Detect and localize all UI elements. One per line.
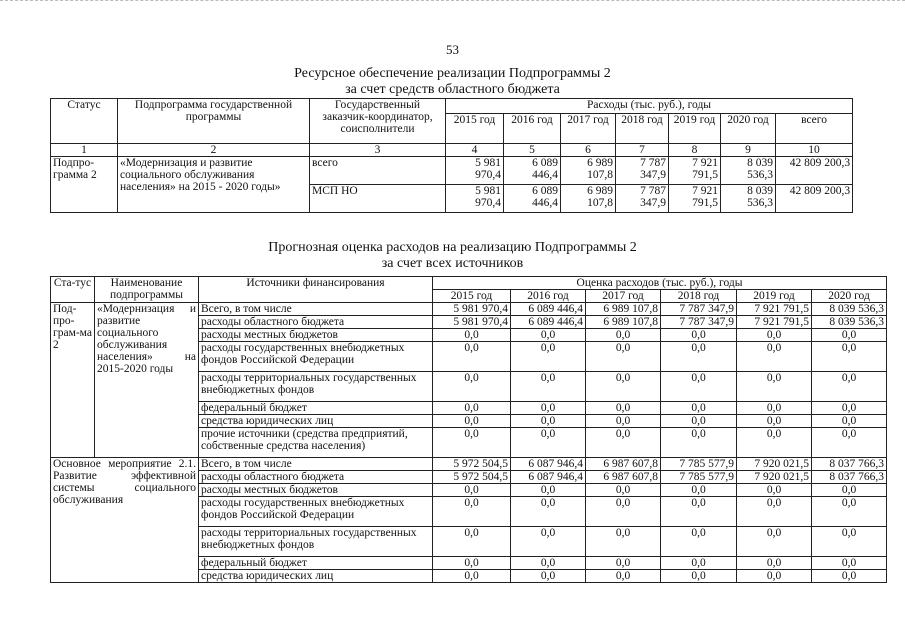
header-year: 2017 год bbox=[586, 290, 661, 303]
value-cell: 0,0 bbox=[511, 497, 586, 527]
header-year: 2020 год bbox=[721, 114, 776, 144]
group1-status: Под-про-грам-ма 2 bbox=[51, 303, 95, 458]
value-cell: 0,0 bbox=[661, 527, 737, 557]
column-number: 6 bbox=[561, 144, 616, 157]
value-cell: 7 921 791,5 bbox=[737, 316, 812, 329]
value-cell: 0,0 bbox=[737, 402, 812, 415]
value-cell: 8 039 536,3 bbox=[812, 316, 887, 329]
value-cell: 0,0 bbox=[661, 415, 737, 428]
value-cell: 0,0 bbox=[737, 527, 812, 557]
value-cell: 0,0 bbox=[586, 428, 661, 458]
source-cell: расходы местных бюджетов bbox=[199, 329, 433, 342]
value-cell: 0,0 bbox=[586, 497, 661, 527]
value-cell: 0,0 bbox=[511, 415, 586, 428]
value-cell: 5 981 970,4 bbox=[433, 316, 511, 329]
value-cell: 7 921 791,5 bbox=[669, 185, 721, 213]
value-cell: 6 989 107,8 bbox=[586, 303, 661, 316]
subprogram-cell: «Модернизация и развитие социального обслуживания населения» на 2015 - 2020 годы» bbox=[118, 157, 310, 213]
value-cell: 0,0 bbox=[433, 402, 511, 415]
header-expenses: Расходы (тыс. руб.), годы bbox=[446, 99, 853, 114]
value-cell: 7 785 577,9 bbox=[661, 458, 737, 471]
source-cell: средства юридических лиц bbox=[199, 415, 433, 428]
value-cell: 8 039 536,3 bbox=[721, 185, 776, 213]
group1-name: «Модернизация и развитие социального обслуживания населения» на 2015-2020 годы bbox=[95, 303, 199, 458]
value-cell: 0,0 bbox=[812, 342, 887, 372]
value-cell: 0,0 bbox=[661, 484, 737, 497]
value-cell: 0,0 bbox=[586, 402, 661, 415]
value-cell: 0,0 bbox=[511, 484, 586, 497]
value-cell: 7 787 347,9 bbox=[661, 316, 737, 329]
value-cell: 0,0 bbox=[511, 329, 586, 342]
header-year: 2016 год bbox=[504, 114, 561, 144]
value-cell: 6 989 107,8 bbox=[586, 316, 661, 329]
value-cell: 0,0 bbox=[433, 415, 511, 428]
value-cell: 0,0 bbox=[586, 484, 661, 497]
value-cell: 5 981 970,4 bbox=[446, 185, 504, 213]
value-cell: 0,0 bbox=[511, 402, 586, 415]
page-top-border bbox=[0, 0, 905, 2]
value-cell: 0,0 bbox=[433, 428, 511, 458]
value-cell: 6 089 446,4 bbox=[511, 316, 586, 329]
value-cell: 6 987 607,8 bbox=[586, 458, 661, 471]
header-sources: Источники финансирования bbox=[199, 277, 433, 303]
column-number: 4 bbox=[446, 144, 504, 157]
source-cell: средства юридических лиц bbox=[199, 570, 433, 583]
value-cell: 0,0 bbox=[812, 402, 887, 415]
value-cell: 7 920 021,5 bbox=[737, 471, 812, 484]
value-cell: 0,0 bbox=[737, 329, 812, 342]
page-number: 53 bbox=[446, 42, 459, 57]
column-number: 7 bbox=[616, 144, 669, 157]
value-cell: 5 972 504,5 bbox=[433, 458, 511, 471]
customer-cell: всего bbox=[310, 157, 446, 185]
status-cell: Подпро-грамма 2 bbox=[51, 157, 118, 213]
header-total: всего bbox=[776, 114, 853, 144]
value-cell: 7 921 791,5 bbox=[669, 157, 721, 185]
value-cell: 0,0 bbox=[586, 557, 661, 570]
source-cell: федеральный бюджет bbox=[199, 557, 433, 570]
value-cell: 6 989 107,8 bbox=[561, 157, 616, 185]
value-cell: 0,0 bbox=[511, 570, 586, 583]
source-cell: расходы территориальных государственных внебюджетных фондов bbox=[199, 527, 433, 557]
value-cell: 0,0 bbox=[661, 570, 737, 583]
value-cell: 0,0 bbox=[812, 484, 887, 497]
value-cell: 0,0 bbox=[661, 497, 737, 527]
value-cell: 6 089 446,4 bbox=[511, 303, 586, 316]
value-cell: 0,0 bbox=[433, 329, 511, 342]
header-year: 2018 год bbox=[661, 290, 737, 303]
value-cell: 0,0 bbox=[511, 527, 586, 557]
value-cell: 0,0 bbox=[812, 497, 887, 527]
value-cell: 7 787 347,9 bbox=[616, 157, 669, 185]
header-name: Наименование подпрограммы bbox=[95, 277, 199, 303]
header-customer: Государственный заказчик-координатор, соисполнители bbox=[310, 99, 446, 144]
source-cell: расходы областного бюджета bbox=[199, 316, 433, 329]
value-cell: 6 987 607,8 bbox=[586, 471, 661, 484]
value-cell: 7 787 347,9 bbox=[661, 303, 737, 316]
value-cell: 0,0 bbox=[737, 484, 812, 497]
column-number: 1 bbox=[51, 144, 118, 157]
value-cell: 8 037 766,3 bbox=[812, 458, 887, 471]
table1-title-line2: за счет средств областного бюджета bbox=[345, 82, 560, 97]
value-cell: 0,0 bbox=[586, 342, 661, 372]
value-cell: 0,0 bbox=[737, 570, 812, 583]
value-cell: 0,0 bbox=[433, 484, 511, 497]
header-year: 2020 год bbox=[812, 290, 887, 303]
header-year: 2015 год bbox=[433, 290, 511, 303]
value-cell: 0,0 bbox=[433, 570, 511, 583]
value-cell: 0,0 bbox=[737, 428, 812, 458]
value-cell: 0,0 bbox=[511, 342, 586, 372]
table2-title-line1: Прогнозная оценка расходов на реализацию Подпрограммы 2 bbox=[268, 240, 637, 255]
header-year: 2015 год bbox=[446, 114, 504, 144]
source-cell: расходы государственных внебюджетных фондов Российской Федерации bbox=[199, 497, 433, 527]
value-cell: 0,0 bbox=[586, 415, 661, 428]
header-year: 2016 год bbox=[511, 290, 586, 303]
value-cell: 5 981 970,4 bbox=[433, 303, 511, 316]
header-year: 2018 год bbox=[616, 114, 669, 144]
table1-title-line1: Ресурсное обеспечение реализации Подпрограммы 2 bbox=[294, 66, 611, 81]
header-status: Ста-тус bbox=[51, 277, 95, 303]
value-cell: 0,0 bbox=[586, 372, 661, 402]
value-cell: 0,0 bbox=[586, 329, 661, 342]
value-cell: 0,0 bbox=[511, 428, 586, 458]
value-cell: 0,0 bbox=[661, 372, 737, 402]
value-cell: 6 089 446,4 bbox=[504, 157, 561, 185]
value-cell: 0,0 bbox=[812, 415, 887, 428]
value-cell: 0,0 bbox=[586, 570, 661, 583]
group2-name: Основное мероприятие 2.1. Развитие эффективной системы социального обслуживания bbox=[51, 458, 199, 583]
total-cell: 42 809 200,3 bbox=[776, 157, 853, 185]
value-cell: 8 039 536,3 bbox=[812, 303, 887, 316]
forecast-table bbox=[50, 276, 887, 583]
value-cell: 0,0 bbox=[433, 557, 511, 570]
header-year: 2017 год bbox=[561, 114, 616, 144]
value-cell: 0,0 bbox=[737, 497, 812, 527]
value-cell: 7 785 577,9 bbox=[661, 471, 737, 484]
value-cell: 0,0 bbox=[812, 557, 887, 570]
header-status: Статус bbox=[51, 99, 118, 144]
value-cell: 0,0 bbox=[661, 342, 737, 372]
value-cell: 7 787 347,9 bbox=[616, 185, 669, 213]
value-cell: 6 087 946,4 bbox=[511, 471, 586, 484]
value-cell: 0,0 bbox=[511, 557, 586, 570]
source-cell: расходы областного бюджета bbox=[199, 471, 433, 484]
value-cell: 7 920 021,5 bbox=[737, 458, 812, 471]
value-cell: 6 087 946,4 bbox=[511, 458, 586, 471]
source-cell: расходы территориальных государственных внебюджетных фондов bbox=[199, 372, 433, 402]
source-cell: расходы государственных внебюджетных фондов Российской Федерации bbox=[199, 342, 433, 372]
value-cell: 8 039 536,3 bbox=[721, 157, 776, 185]
column-number: 10 bbox=[776, 144, 853, 157]
source-cell: Всего, в том числе bbox=[199, 458, 433, 471]
column-number: 8 bbox=[669, 144, 721, 157]
value-cell: 5 972 504,5 bbox=[433, 471, 511, 484]
header-subprogram: Подпрограмма государственной программы bbox=[118, 99, 310, 144]
column-number: 5 bbox=[504, 144, 561, 157]
value-cell: 5 981 970,4 bbox=[446, 157, 504, 185]
resource-table bbox=[50, 98, 853, 213]
value-cell: 0,0 bbox=[812, 570, 887, 583]
value-cell: 0,0 bbox=[812, 372, 887, 402]
value-cell: 0,0 bbox=[661, 402, 737, 415]
value-cell: 0,0 bbox=[661, 428, 737, 458]
source-cell: Всего, в том числе bbox=[199, 303, 433, 316]
total-cell: 42 809 200,3 bbox=[776, 185, 853, 213]
value-cell: 0,0 bbox=[433, 372, 511, 402]
value-cell: 6 989 107,8 bbox=[561, 185, 616, 213]
value-cell: 0,0 bbox=[812, 428, 887, 458]
value-cell: 0,0 bbox=[586, 527, 661, 557]
value-cell: 0,0 bbox=[433, 342, 511, 372]
value-cell: 6 089 446,4 bbox=[504, 185, 561, 213]
value-cell: 0,0 bbox=[737, 557, 812, 570]
table2-title-line2: за счет всех источников bbox=[381, 256, 524, 271]
value-cell: 0,0 bbox=[433, 497, 511, 527]
value-cell: 0,0 bbox=[812, 527, 887, 557]
header-year: 2019 год bbox=[669, 114, 721, 144]
header-year: 2019 год bbox=[737, 290, 812, 303]
column-number: 2 bbox=[118, 144, 310, 157]
column-number: 3 bbox=[310, 144, 446, 157]
value-cell: 0,0 bbox=[661, 329, 737, 342]
value-cell: 0,0 bbox=[737, 415, 812, 428]
value-cell: 0,0 bbox=[433, 527, 511, 557]
value-cell: 0,0 bbox=[511, 372, 586, 402]
value-cell: 8 037 766,3 bbox=[812, 471, 887, 484]
column-number: 9 bbox=[721, 144, 776, 157]
value-cell: 0,0 bbox=[737, 372, 812, 402]
value-cell: 0,0 bbox=[737, 342, 812, 372]
value-cell: 0,0 bbox=[661, 557, 737, 570]
header-estimate: Оценка расходов (тыс. руб.), годы bbox=[433, 277, 887, 290]
value-cell: 7 921 791,5 bbox=[737, 303, 812, 316]
source-cell: расходы местных бюджетов bbox=[199, 484, 433, 497]
value-cell: 0,0 bbox=[812, 329, 887, 342]
source-cell: прочие источники (средства предприятий, собственные средства населения) bbox=[199, 428, 433, 458]
source-cell: федеральный бюджет bbox=[199, 402, 433, 415]
customer-cell: МСП НО bbox=[310, 185, 446, 213]
